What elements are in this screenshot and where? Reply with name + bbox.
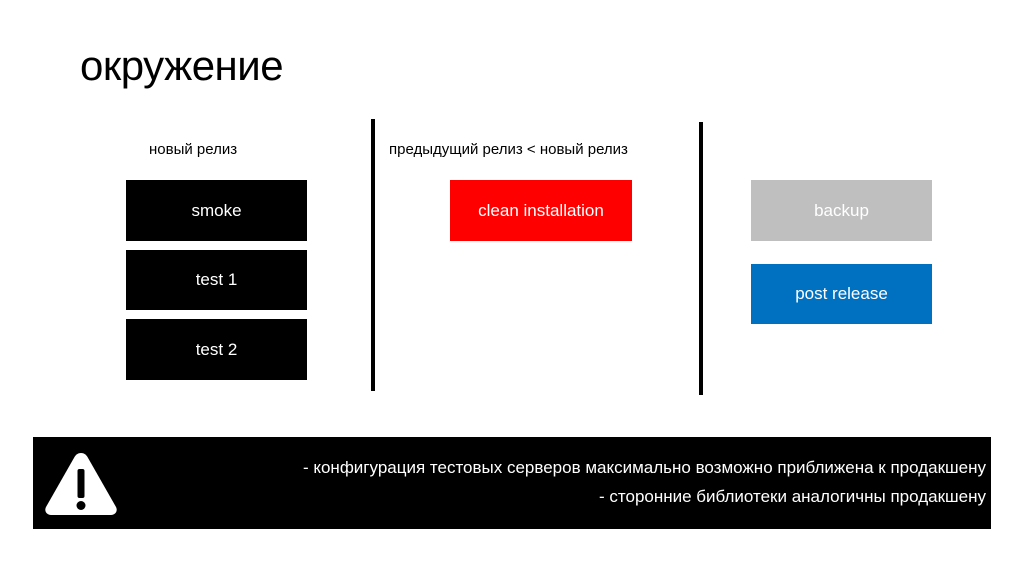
step-test-2: test 2 <box>126 319 307 380</box>
warning-bar <box>33 437 991 529</box>
upgrade-label: предыдущий релиз < новый релиз <box>389 141 628 158</box>
warning-line-2: - сторонние библиотеки аналогичны продакшену <box>599 487 986 506</box>
column-divider-2 <box>699 122 703 395</box>
warning-line-1: - конфигурация тестовых серверов максимально возможно приближена к продакшену <box>302 458 986 477</box>
warning-triangle-icon <box>42 449 120 517</box>
column-divider-1 <box>371 119 375 391</box>
slide-title: окружение <box>80 42 284 89</box>
step-smoke: smoke <box>126 180 307 241</box>
step-test-1: test 1 <box>126 250 307 310</box>
step-backup: backup <box>751 180 932 241</box>
new-release-label: новый релиз <box>149 141 238 158</box>
step-post-release: post release <box>751 264 932 324</box>
step-clean-installation: clean installation <box>450 180 632 241</box>
